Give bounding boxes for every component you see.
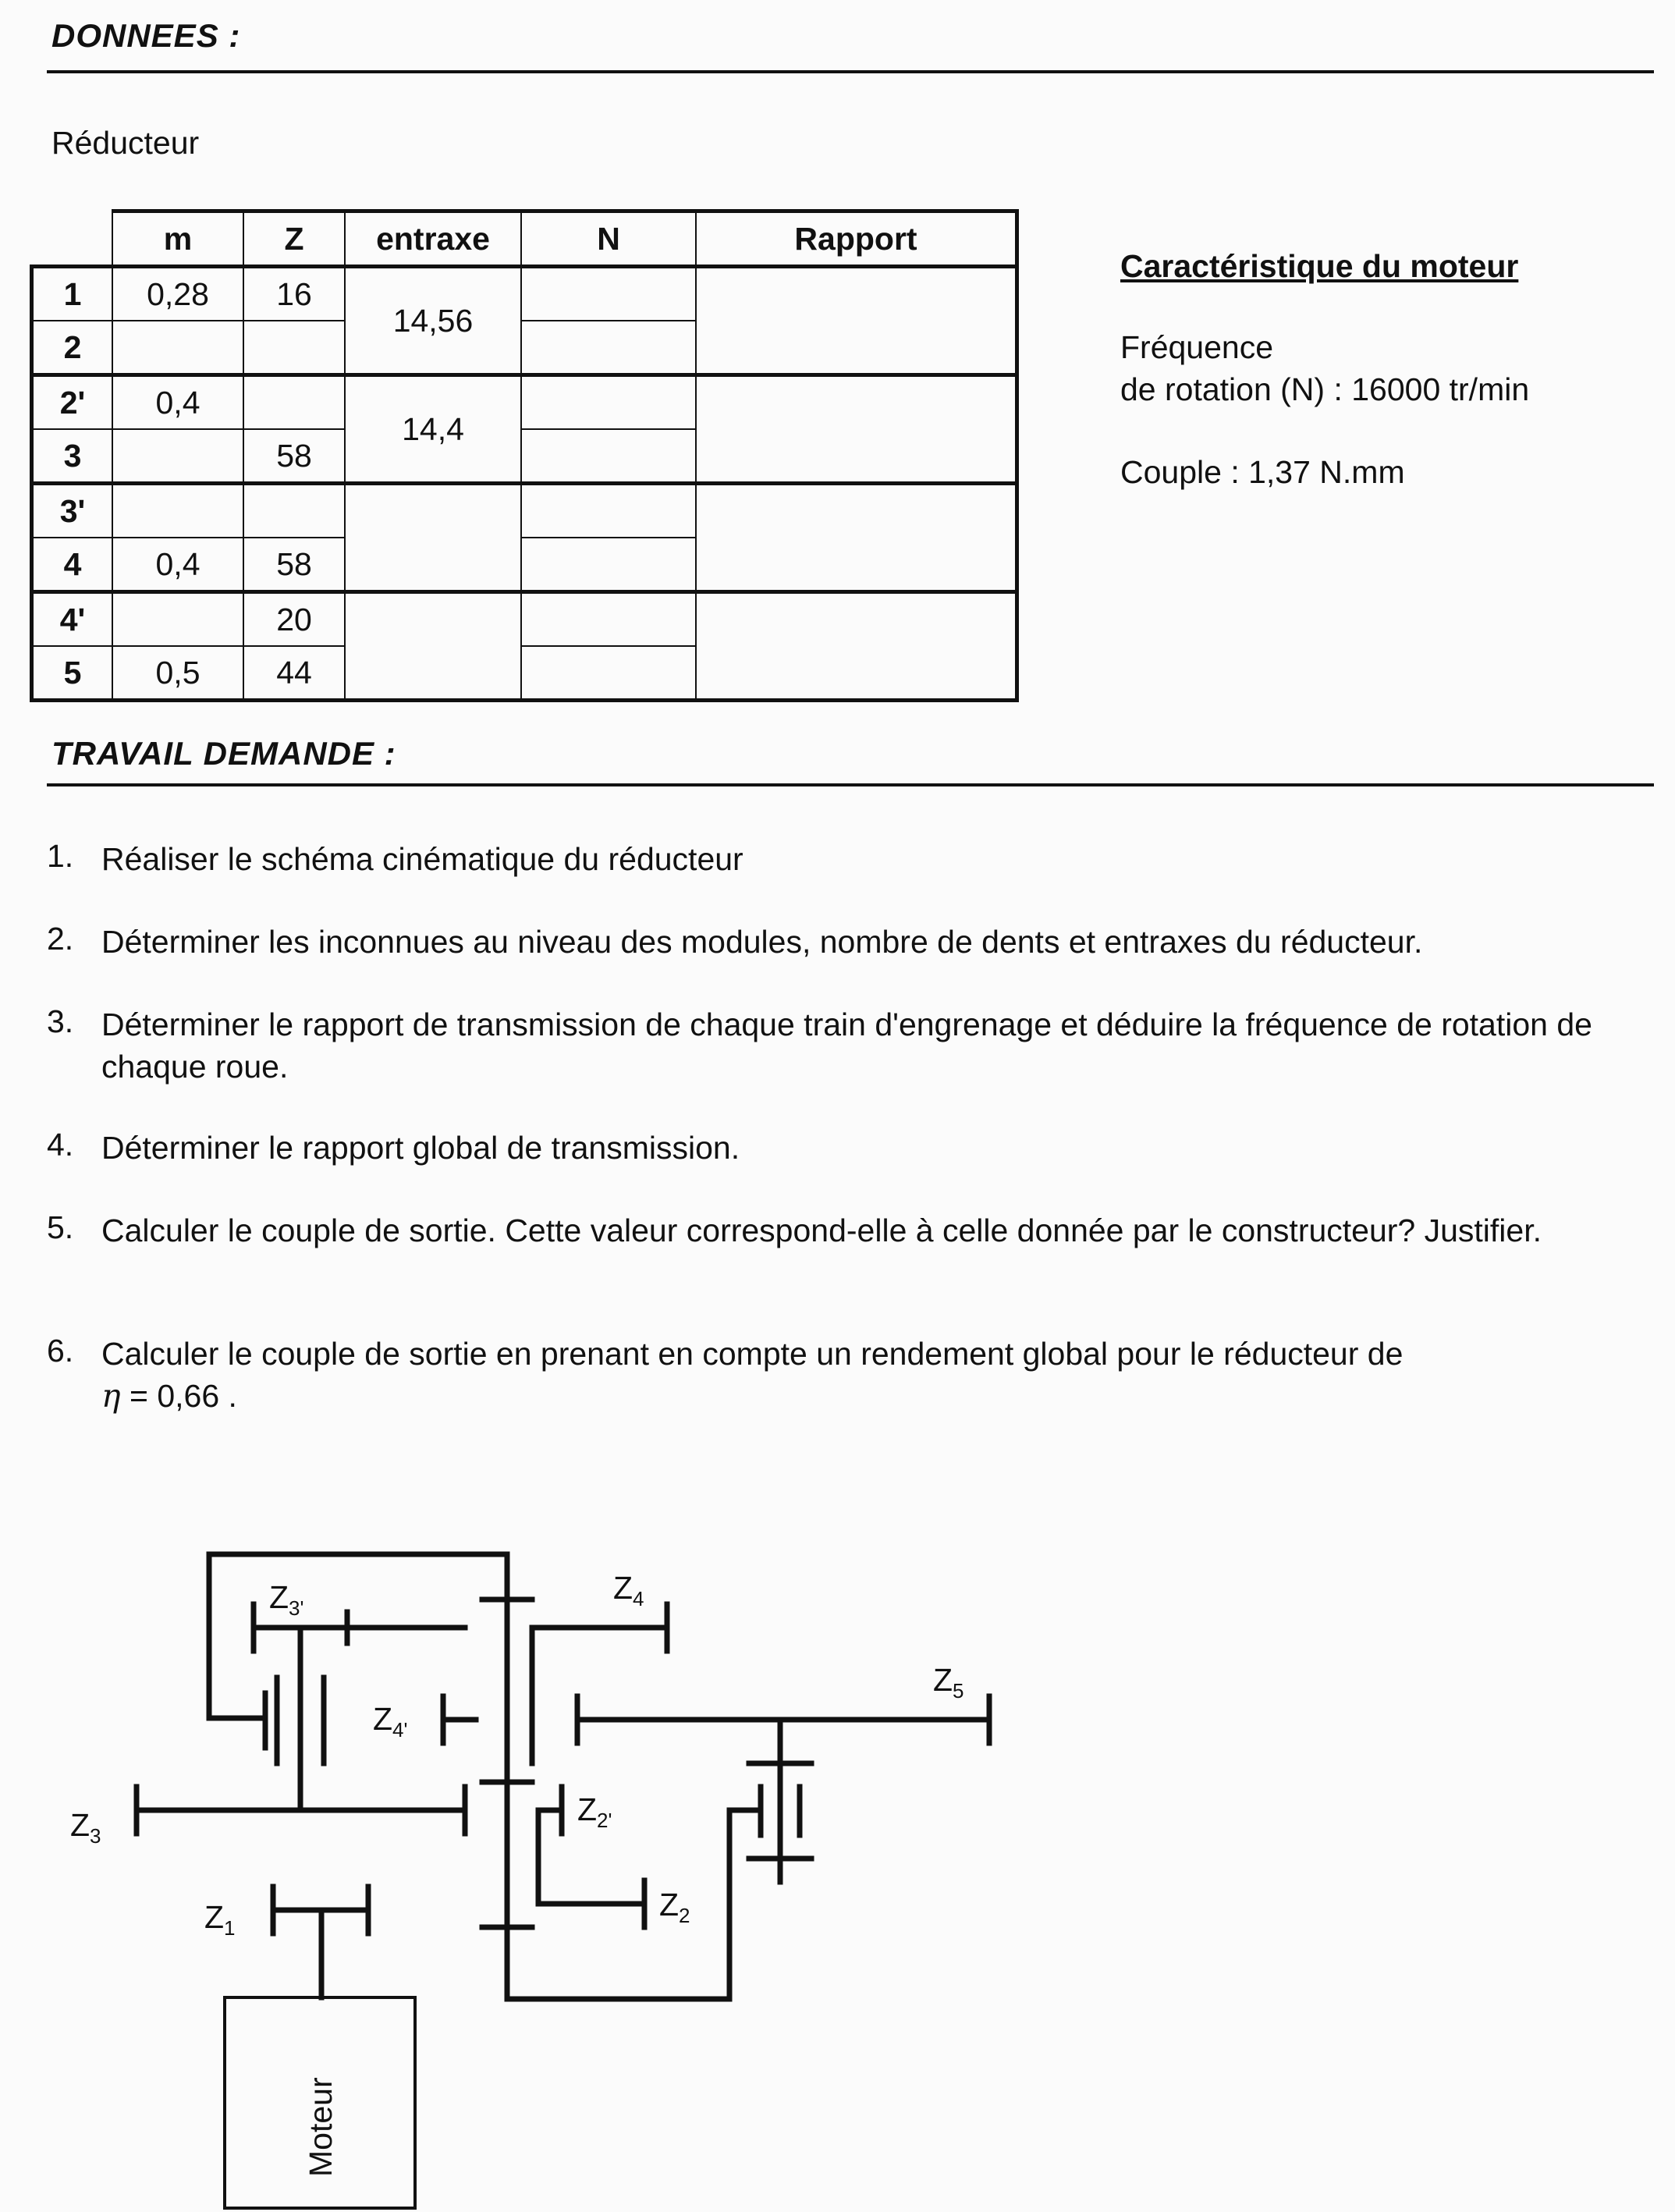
diagram-lines xyxy=(137,1554,989,2208)
label-base: Z xyxy=(659,1887,680,1923)
cell-entraxe: 14,56 xyxy=(345,267,521,375)
reducteur-label: Réducteur xyxy=(51,125,200,161)
question-text: Déterminer le rapport de transmission de chaque train d'engrenage et déduire la fréquence de rotation de chaque roue. xyxy=(101,1007,1592,1085)
motor-freq-line2: de rotation (N) : 16000 tr/min xyxy=(1120,371,1530,407)
label-z2 xyxy=(659,1887,690,1928)
label-z3 xyxy=(70,1807,101,1848)
question-number: 4. xyxy=(47,1127,74,1163)
cell-z: 16 xyxy=(243,267,345,321)
cell-z: 20 xyxy=(243,592,345,647)
row-label: 1 xyxy=(32,267,113,321)
cell-m: 0,4 xyxy=(112,375,243,430)
col-header-m: m xyxy=(112,211,243,267)
cell-z: 58 xyxy=(243,429,345,484)
cell-m: 0,28 xyxy=(112,267,243,321)
col-header-z: Z xyxy=(243,211,345,267)
section-header-donnees: DONNEES : xyxy=(51,17,241,54)
motor-title: Caractéristique du moteur xyxy=(1120,248,1519,284)
col-header-rapport: Rapport xyxy=(696,211,1017,267)
question-number: 6. xyxy=(47,1333,74,1369)
label-sub: 4' xyxy=(392,1718,408,1742)
section-header-travail: TRAVAIL DEMANDE : xyxy=(51,735,396,772)
label-base: Z xyxy=(204,1899,225,1935)
motor-label: Moteur xyxy=(303,2077,339,2177)
eta-value: = 0,66 . xyxy=(129,1378,237,1414)
label-z4 xyxy=(613,1570,644,1611)
cell-z: 44 xyxy=(243,646,345,701)
label-base: Z xyxy=(577,1791,598,1827)
question-number: 5. xyxy=(47,1209,74,1245)
label-sub: 1 xyxy=(224,1916,236,1940)
row-label: 5 xyxy=(32,646,113,701)
question-text: Réaliser le schéma cinématique du réducteur xyxy=(101,841,743,877)
label-sub: 2' xyxy=(597,1809,612,1833)
row-label: 3 xyxy=(32,429,113,484)
row-label: 2' xyxy=(32,375,113,430)
label-sub: 3' xyxy=(289,1596,304,1621)
cell-m: 0,5 xyxy=(112,646,243,701)
eta-symbol: η xyxy=(101,1377,121,1415)
label-z3p xyxy=(269,1579,303,1621)
motor-couple: Couple : 1,37 N.mm xyxy=(1120,454,1405,490)
label-base: Z xyxy=(269,1579,289,1615)
label-base: Z xyxy=(933,1662,953,1698)
row-label: 4 xyxy=(32,538,113,592)
question-text: Calculer le couple de sortie. Cette valeur correspond-elle à celle donnée par le constructeur? Justifier. xyxy=(101,1213,1542,1248)
question-number: 1. xyxy=(47,838,74,874)
label-sub: 5 xyxy=(953,1679,964,1703)
col-header-entraxe: entraxe xyxy=(345,211,521,267)
label-base: Z xyxy=(70,1807,90,1843)
label-z5 xyxy=(933,1662,964,1703)
label-base: Z xyxy=(373,1701,393,1737)
cell-entraxe: 14,4 xyxy=(345,375,521,484)
label-z1 xyxy=(204,1899,236,1940)
row-label: 2 xyxy=(32,321,113,375)
label-z2p xyxy=(577,1791,612,1833)
label-sub: 4 xyxy=(633,1587,644,1611)
cell-z: 58 xyxy=(243,538,345,592)
cell-m: 0,4 xyxy=(112,538,243,592)
row-label: 4' xyxy=(32,592,113,647)
motor-freq-line1: Fréquence xyxy=(1120,329,1274,365)
label-sub: 2 xyxy=(679,1904,690,1928)
label-sub: 3 xyxy=(90,1824,101,1848)
question-text-main: Calculer le couple de sortie en prenant en compte un rendement global pour le réducteur de xyxy=(101,1336,1404,1372)
label-base: Z xyxy=(613,1570,633,1606)
row-label: 3' xyxy=(32,484,113,538)
question-number: 2. xyxy=(47,921,74,957)
question-text: Déterminer le rapport global de transmission. xyxy=(101,1130,740,1166)
question-number: 3. xyxy=(47,1003,74,1039)
question-text: Déterminer les inconnues au niveau des modules, nombre de dents et entraxes du réducteur. xyxy=(101,924,1423,960)
label-z4p xyxy=(373,1701,407,1742)
col-header-n: N xyxy=(521,211,696,267)
